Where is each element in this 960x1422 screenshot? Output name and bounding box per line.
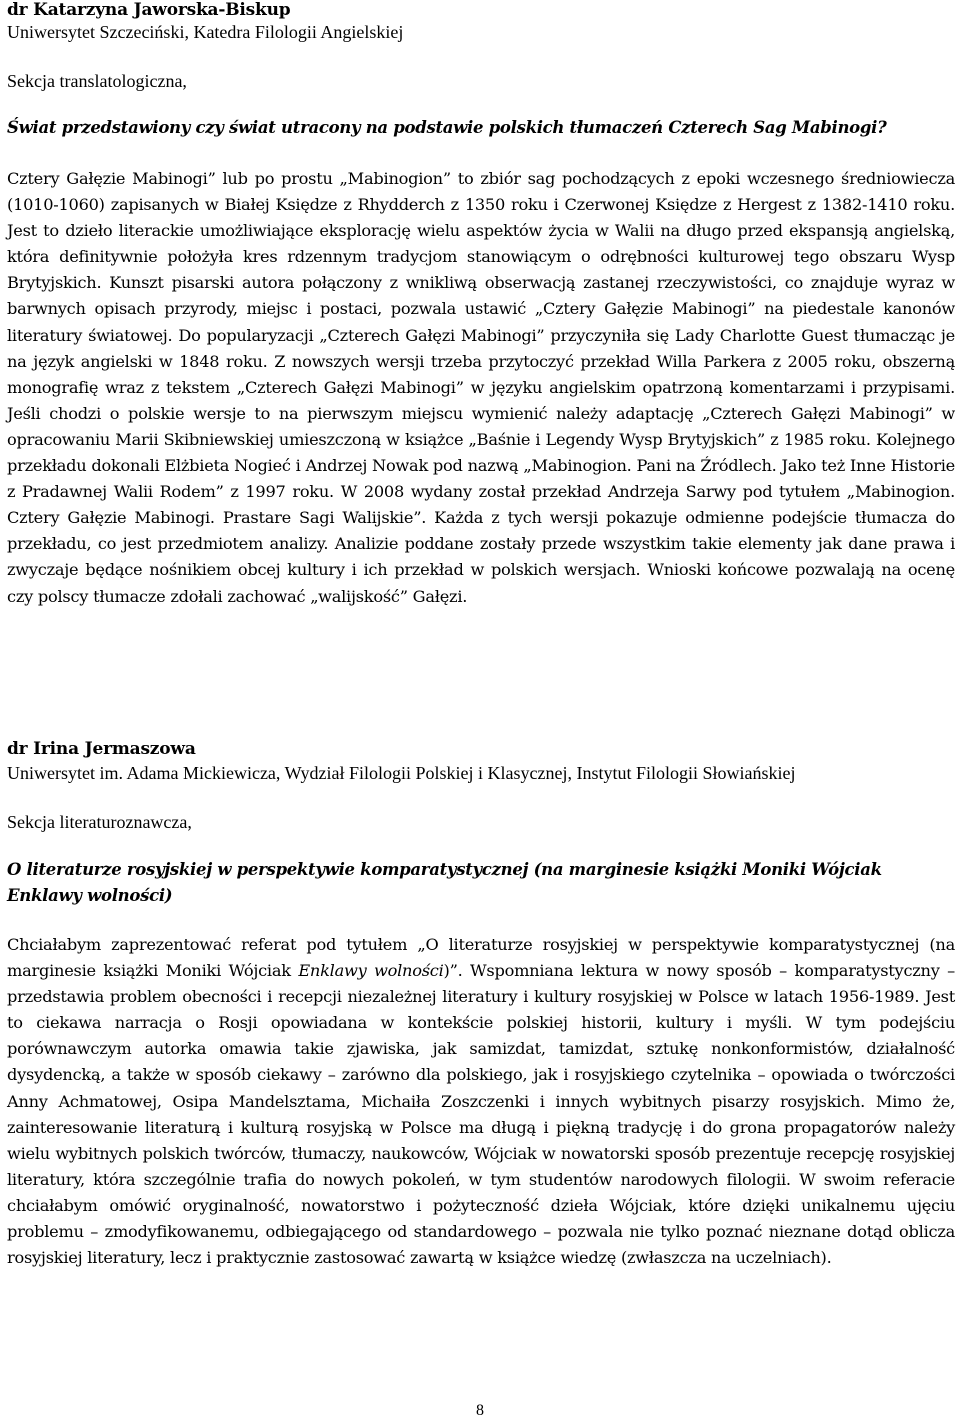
paper-title: O literaturze rosyjskiej w perspektywie komparatystycznej (na marginesie książki Moniki Wójciak Enklawy wolności) <box>7 860 882 905</box>
affiliation: Uniwersytet im. Adama Mickiewicza, Wydział Filologii Polskiej i Klasycznej, Instytut Filologii Słowiańskiej <box>7 763 796 783</box>
page-number: 8 <box>476 1402 484 1419</box>
affiliation: Uniwersytet Szczeciński, Katedra Filologii Angielskiej <box>7 22 404 42</box>
abstract-text <box>7 932 955 1271</box>
abstract-text-part: )”. Wspomniana lektura w nowy sposób – komparatystyczny – przedstawia problem obecności i recepcji niezależnej literatury i kultury rosyjskiej w Polsce w latach 1956-1989. Jest to ciekawa narracja o Rosji opowiadana w kontekście polskiej historii, kultury i myśli. W tym podejściu porównawczym autorka omawia takie zjawiska, jak samizdat, tamizdat, sztukę nonkonformistów, działalność dysydencką, a także w sposób ciekawy – zarówno dla polskiego, jak i rosyjskiego czytelnika – opowiada o twórczości Anny Achmatowej, Osipa Mandelsztama, Michaiła Zoszczenki i innych wybitnych pisarzy rosyjskich. Mimo że, zainteresowanie literaturą i kulturą rosyjską w Polsce ma długą i piękną tradycję i do grona propagatorów należy wielu wybitnych polskich twórców, tłumaczy, naukowców, Wójciak w nowatorski sposób prezentuje recepcję rosyjskiej literatury, która szczególnie trafia do nowych pokoleń, w tym studentów narodowych filologii. W swoim referacie chciałabym omówić oryginalność, nowatorstwo i pożyteczność dzieła Wójciak, które dzięki unikalnemu ujęciu problemu – zmodyfikowanemu, odbiegającego od standardowego – pozwala nie tylko poznać nieznane dotąd oblicza rosyjskiej literatury, lecz i praktycznie zastosować zawartą w książce wiedzę (zwłaszcza na uczelniach). <box>7 961 955 1268</box>
section-label: Sekcja translatologiczna, <box>7 71 187 91</box>
author-name: dr Katarzyna Jaworska-Biskup <box>7 0 291 20</box>
author-name: dr Irina Jermaszowa <box>7 739 196 759</box>
abstract-text-part: Chciałabym zaprezentować referat pod tytułem „O literaturze rosyjskiej w perspektywie komparatystycznej (na marginesie książki Moniki Wójciak <box>7 935 955 981</box>
book-title-italic: Enklawy wolności <box>298 961 444 981</box>
paper-title: Świat przedstawiony czy świat utracony na podstawie polskich tłumaczeń Czterech Sag Mabinogi? <box>7 118 887 137</box>
section-label: Sekcja literaturoznawcza, <box>7 812 192 832</box>
abstract-text: Cztery Gałęzie Mabinogi” lub po prostu „Mabinogion” to zbiór sag pochodzących z epoki wczesnego średniowiecza (1010-1060) zapisanych w Białej Księdze z Rhydderch z 1350 roku i Czerwonej Księdze z Hergest z 1382-1410 roku. Jest to dzieło literackie umożliwiające eksplorację wielu aspektów życia w Walii na długo przed ekspansją angielską, która definitywnie położyła kres rdzennym tradycjom stanowiącym o odrębności kulturowej tego obszaru Wysp Brytyjskich. Kunszt pisarski autora połączony z wnikliwą obserwacją zastanej rzeczywistości, co znajduje wyraz w barwnych opisach przyrody, miejsc i postaci, pozwala ustawić „Cztery Gałęzie Mabinogi” na piedestale kanonów literatury światowej. Do popularyzacji „Czterech Gałęzi Mabinogi” przyczyniła się Lady Charlotte Guest tłumacząc je na język angielski w 1848 roku. Z nowszych wersji trzeba przytoczyć przekład Willa Parkera z 2005 roku, obszerną monografię wraz z tekstem „Czterech Gałęzi Mabinogi” w języku angielskim opatrzoną komentarzami i przypisami. Jeśli chodzi o polskie wersje to na pierwszym miejscu wymienić należy adaptację „Czterech Gałęzi Mabinogi” w opracowaniu Marii Skibniewskiej umieszczoną w książce „Baśnie i Legendy Wysp Brytyjskich” z 1985 roku. Kolejnego przekładu dokonali Elżbieta Nogieć i Andrzej Nowak pod nazwą „Mabinogion. Pani na Źródlech. Jako też Inne Historie z Pradawnej Walii Rodem” z 1997 roku. W 2008 wydany został przekład Andrzeja Sarwy pod tytułem „Mabinogion. Cztery Gałęzie Mabinogi. Prastare Sagi Walijskie”. Każda z tych wersji pokazuje odmienne podejście tłumacza do przekładu, co jest przedmiotem analizy. Analizie poddane zostały przede wszystkim takie elementy jak dane prawa i zwyczaje będące nośnikiem obcej kultury i ich przekład w polskich wersjach. Wnioski końcowe pozwalają na ocenę czy polscy tłumacze zdołali zachować „walijskość” Gałęzi. <box>7 169 955 606</box>
